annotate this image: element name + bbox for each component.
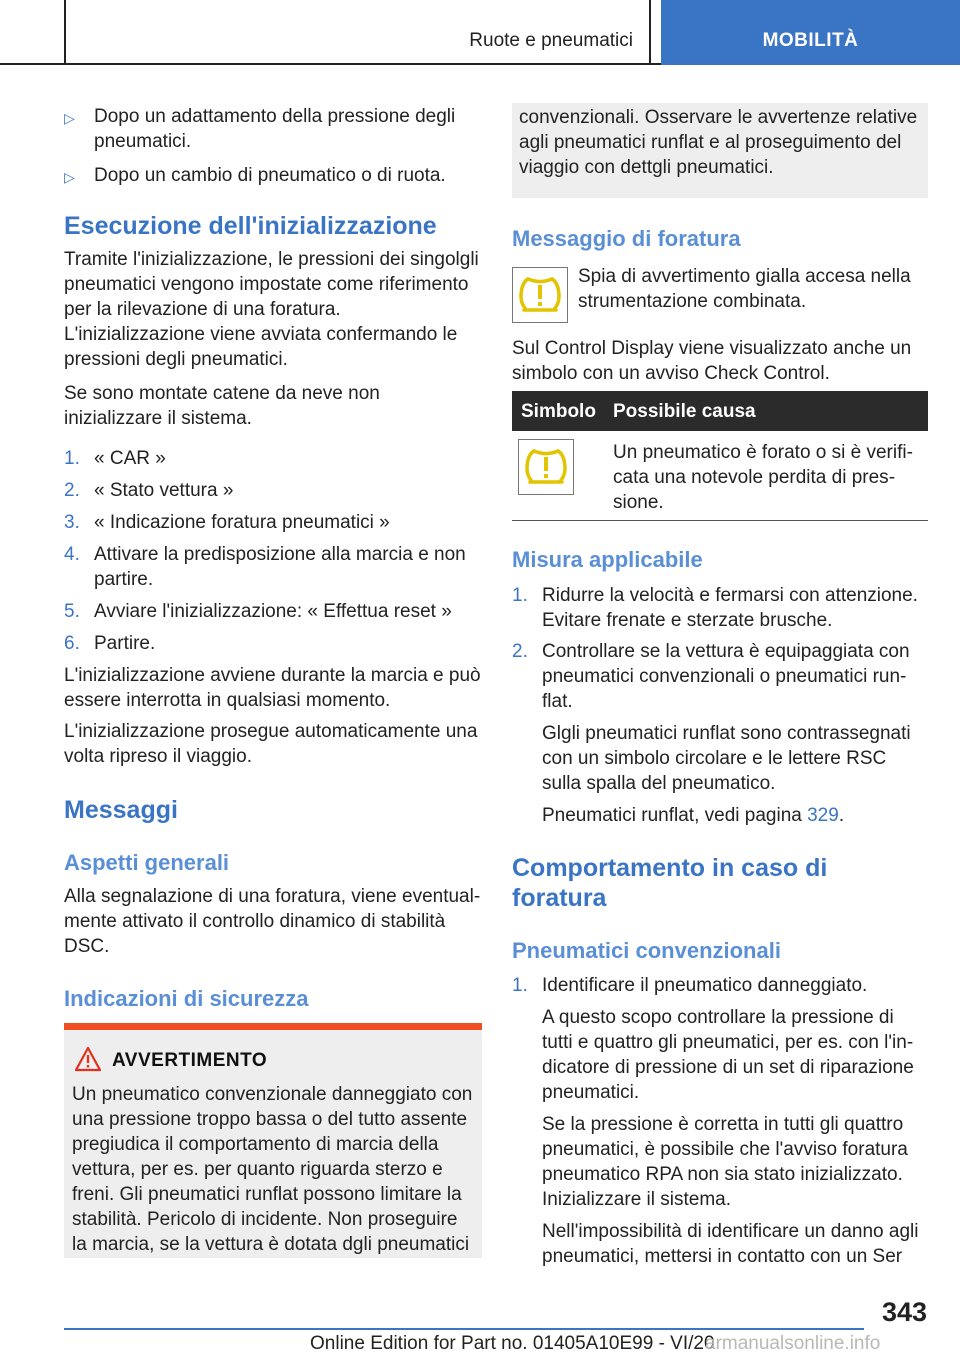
- warning-text: Un pneumatico convenzionale danneggiato con una pressione troppo bassa o del tutto assente pregiudica il comportamento di marcia della vettura, per es. per quanto riguarda sterzo e freni. Gli pneumatici runflat possono limitare la stabilità. Pericolo di incidente. Non proseguire la marcia, se la vettura è dotata dgli pneumatici: [72, 1084, 473, 1255]
- footer-watermark: armanualsonline.info: [705, 1333, 881, 1354]
- heading-conventional-tires: Pneumatici convenzionali: [512, 938, 781, 963]
- paragraph-warning-lamp: Spia di avvertimento gialla accesa nella strumentazione combinata.: [578, 266, 911, 312]
- heading-general-aspects: Aspetti generali: [64, 850, 230, 875]
- list-item: 5. Avviare l'inizializzazione: « Effettua reset »: [64, 601, 452, 622]
- table-cell-cause: Un pneumatico è forato o si è verificata una notevole perdita di pressione.: [613, 442, 913, 513]
- tire-pressure-warning-icon: [512, 267, 568, 323]
- page-number: 343: [881, 1297, 927, 1327]
- paragraph-after-1: L'inizializzazione avviene durante la marcia e può essere interrotta in qualsiasi momento.: [64, 665, 481, 711]
- heading-initialization: Esecuzione dell'inizializzazione: [64, 212, 437, 240]
- table-bottom-rule: [512, 520, 928, 521]
- paragraph-init-2: Se sono montate catene da neve non inizializzare il sistema.: [64, 383, 380, 429]
- paragraph-check-control: Sul Control Display viene visualizzato anche un simbolo con un avviso Check Control.: [512, 338, 912, 384]
- warning-box: [64, 1030, 482, 1258]
- header-section-title: Ruote e pneumatici: [469, 30, 633, 51]
- footer-edition: Online Edition for Part no. 01405A10E99 - VI/20: [310, 1333, 715, 1354]
- list-item: 3. « Indicazione foratura pneumatici »: [64, 512, 390, 533]
- heading-puncture-behaviour: Comportamento in caso di foratura: [512, 854, 828, 912]
- warning-continuation-text: convenzionali. Osservare le avvertenze relative agli pneumatici runflat e al proseguimento del viaggio con dettgli pneumatici.: [519, 107, 918, 178]
- heading-puncture-message: Messaggio di foratura: [512, 226, 741, 251]
- warning-triangle-icon: [74, 1046, 102, 1072]
- warning-title: AVVERTIMENTO: [112, 1050, 268, 1071]
- paragraph-contact-service: Nell'impossibilità di identificare un danno agli pneumatici, mettersi in contatto con un Ser: [542, 1221, 919, 1267]
- list-item: 2. Controllare se la vettura è equipaggiata con pneumatici convenzionali o pneumatici runflat.: [512, 641, 910, 712]
- table-header-symbol: Simbolo: [521, 401, 596, 422]
- list-item: 4. Attivare la predisposizione alla marcia e non partire.: [64, 544, 466, 590]
- paragraph-runflat-ref: Pneumatici runflat, vedi pagina 329.: [542, 805, 845, 826]
- warning-accent-bar: [64, 1023, 482, 1030]
- list-item: 2. « Stato vettura »: [64, 480, 234, 501]
- heading-applicable-measure: Misura applicabile: [512, 547, 703, 572]
- table-header-cause: Possibile causa: [613, 401, 756, 422]
- warning-continuation-box: [512, 103, 928, 198]
- list-item: 1. « CAR »: [64, 448, 166, 469]
- list-item: 1. Identificare il pneumatico danneggiato.: [512, 975, 868, 996]
- heading-messages: Messaggi: [64, 796, 178, 824]
- paragraph-general-aspects: Alla segnalazione di una foratura, viene eventualmente attivato il controllo dinamico di stabilità DSC.: [64, 886, 481, 957]
- triangle-bullet-icon: ▷: [64, 110, 75, 126]
- paragraph-init-1: Tramite l'inizializzazione, le pressioni dei singolgli pneumatici vengono impostate come riferimento per la rilevazione di una foratura. L'inizializzazione viene avviata confermando le pressioni degli pneumatici.: [64, 249, 479, 370]
- header-chapter-tab[interactable]: [661, 0, 960, 65]
- list-item: 1. Ridurre la velocità e fermarsi con attenzione. Evitare frenate e sterzate brusche.: [512, 585, 918, 631]
- heading-safety-notes: Indicazioni di sicurezza: [64, 986, 309, 1011]
- paragraph-check-pressure: A questo scopo controllare la pressione di tutti e quattro gli pneumatici, per es. con l'indicatore di pressione di un set di riparazione pneumatici.: [542, 1007, 914, 1103]
- page-link-329[interactable]: 329: [807, 805, 839, 826]
- paragraph-runflat-marking: Glgli pneumatici runflat sono contrassegnati con un simbolo circolare e le lettere RSC sulla spalla del pneumatico.: [542, 723, 911, 794]
- list-item: ▷ Dopo un adattamento della pressione degli pneumatici.: [64, 106, 456, 152]
- list-item: 6. Partire.: [64, 633, 156, 654]
- header-chapter-label: MOBILITÀ: [762, 30, 859, 51]
- list-item: ▷ Dopo un cambio di pneumatico o di ruota.: [64, 163, 482, 188]
- paragraph-after-2: L'inizializzazione prosegue automaticamente una volta ripreso il viaggio.: [64, 721, 478, 767]
- table-header: [512, 391, 928, 431]
- triangle-bullet-icon: ▷: [64, 169, 75, 185]
- paragraph-rpa-not-init: Se la pressione è corretta in tutti gli quattro pneumatici, è possibile che l'avviso foratura pneumatico RPA non sia stato inizializzato. Inizializzare il sistema.: [542, 1114, 908, 1210]
- tire-pressure-warning-icon: [518, 439, 574, 495]
- footer-rule: [64, 1328, 864, 1330]
